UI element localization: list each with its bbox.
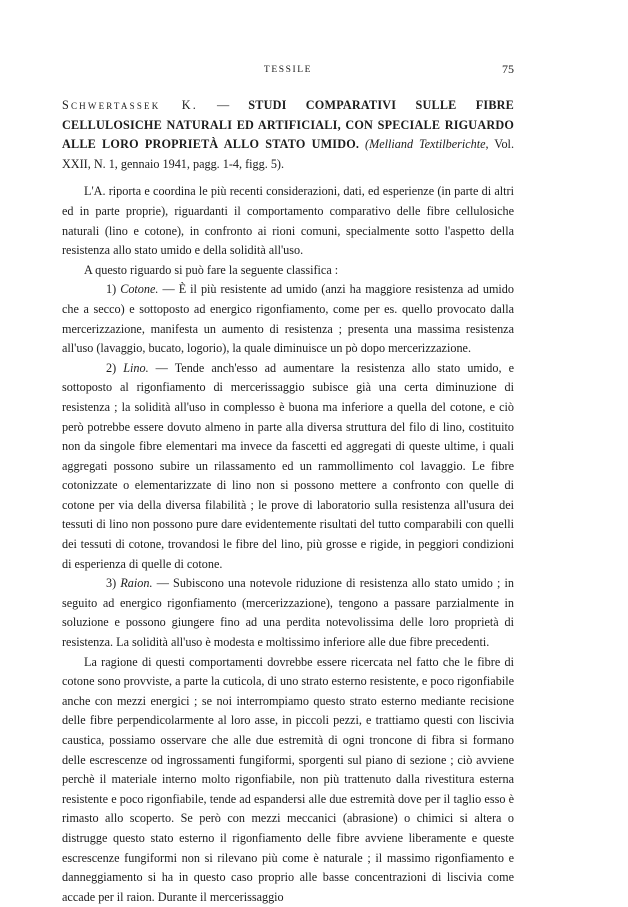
classification-item-cotone [62, 280, 514, 358]
item-label: Raion. [120, 576, 153, 591]
item-number: 2) [106, 360, 117, 375]
item-text: — Subiscono una notevole riduzione di resistenza allo stato umido ; in seguito ad energico rigonfiamento (mercerizzazione), tengono a passare parzialmente in soluzione e possono giungere fino ad una perdita notevolissima delle loro proprietà di resistenza. La solidità all'uso è modesta e moltissimo inferiore alle due fibre precedenti. [62, 576, 515, 650]
entry-journal: (Melliand Textilberichte, [365, 137, 489, 152]
paragraph-classification: A questo riguardo si può fare la seguente classifica : [84, 262, 339, 277]
article-body [62, 96, 514, 907]
entry-author: Schwertassek K. [62, 98, 198, 112]
entry-title: STUDI COMPARATIVI SULLE FIBRE CELLULOSICHE NATURALI ED ARTIFICIALI, CON SPECIALE RIGUARDO ALLE LORO PROPRIETÀ ALLO STATO UMIDO. [62, 98, 514, 152]
bibliographic-entry [62, 96, 514, 174]
entry-dash: — [197, 98, 249, 112]
classification-item-lino [62, 359, 514, 575]
paragraph-explanation: La ragione di questi comportamenti dovrebbe essere ricercata nel fatto che le fibre di cotone sono provviste, a parte la cuticola, di uno strato esterno resistente, e poco rigonfiabile anche con mezzi energici ; se noi interrompiamo questo strato esterno mediante recisione delle fibre perpendicolarmente al loro asse, in piccoli pezzi, e trattiamo questi con liscivia caustica, possiamo osservare che alle due estremità di ogni troncone di fibra si formano delle escrescenze od ingrossamenti fungiformi, sporgenti sul piano di sezione ; ciò avviene perchè il materiale interno molto rigonfiabile, non più trattenuto dalla rivestitura esterna resistente e poco rigonfiabile, tende ad espandersi alle due estremità dove per il taglio esso è rimasto allo scoperto. Se però con mezzi meccanici (abrasione) o chimici si altera o distrugge questo stato esterno il rigonfiamento delle fibre avviene liberamente e queste escrescenze fungiformi non si rilevano più come è naturale ; il massimo rigonfiamento e danneggiamento si ha in questo caso proprio alle basse concentrazioni di liscivia come accade per il raion. Durante il mercerissaggio [62, 654, 514, 904]
item-label: Lino. [123, 360, 149, 375]
item-text: — È il più resistente ad umido (anzi ha maggiore resistenza ad umido che a secco) e sottoposto ad energico rigonfiamento, come per es. quello provocato dalla mercerizzazione, manifesta un aumento di resistenza ; presenta una massima resistenza all'uso (lavaggio, bucato, logorio), la quale diminuisce un pò dopo mercerizzazione. [62, 282, 514, 356]
item-number: 1) [106, 282, 117, 297]
section-title: TESSILE [263, 65, 313, 75]
item-label: Cotone. [120, 282, 159, 297]
item-text: — Tende anch'esso ad aumentare la resistenza allo stato umido, e sottoposto al rigonfiamento di mercerissaggio subisce già una certa diminuzione di resistenza ; la solidità all'uso in complesso è buona ma inferiore a quella del cotone, e ciò però potrebbe essere dovuto almeno in parte alla diversa struttura del filo di lino, costituito non da singole fibre elementari ma invece da fascetti ed aggregati di queste ultime, i quali aggregati possono subire un rilassamento ed un rammollimento col lavaggio. Le fibre cotonizzate o elementarizzate di lino non si possono mettere a confronto con quelle di cotone per via della diversa filabilità ; le prove di laboratorio sulla resistenza all'usura dei tessuti di lino non possono pure dare evidentemente risultati del tutto comparabili con quelli dei tessuti di cotone, trovandosi le fibre del lino, più grosse e rigide, in peggiori condizioni di esperienza di quelle di cotone. [62, 360, 514, 571]
running-header [62, 62, 514, 78]
entry-citation: Vol. XXII, N. 1, gennaio 1941, pagg. 1-4, figg. 5). [62, 137, 514, 171]
paragraph-intro: L'A. riporta e coordina le più recenti considerazioni, dati, ed esperienze (in parte di altri ed in parte proprie), riguardanti il comportamento comparativo delle fibre cellulosiche naturali (lino e cotone), in confronto ai rioni comuni, specialmente sotto l'aspetto della resistenza allo stato umido e della solidità all'uso. [62, 184, 514, 258]
page-number: 75 [502, 62, 514, 76]
item-number: 3) [106, 576, 117, 591]
classification-item-raion [62, 574, 514, 652]
